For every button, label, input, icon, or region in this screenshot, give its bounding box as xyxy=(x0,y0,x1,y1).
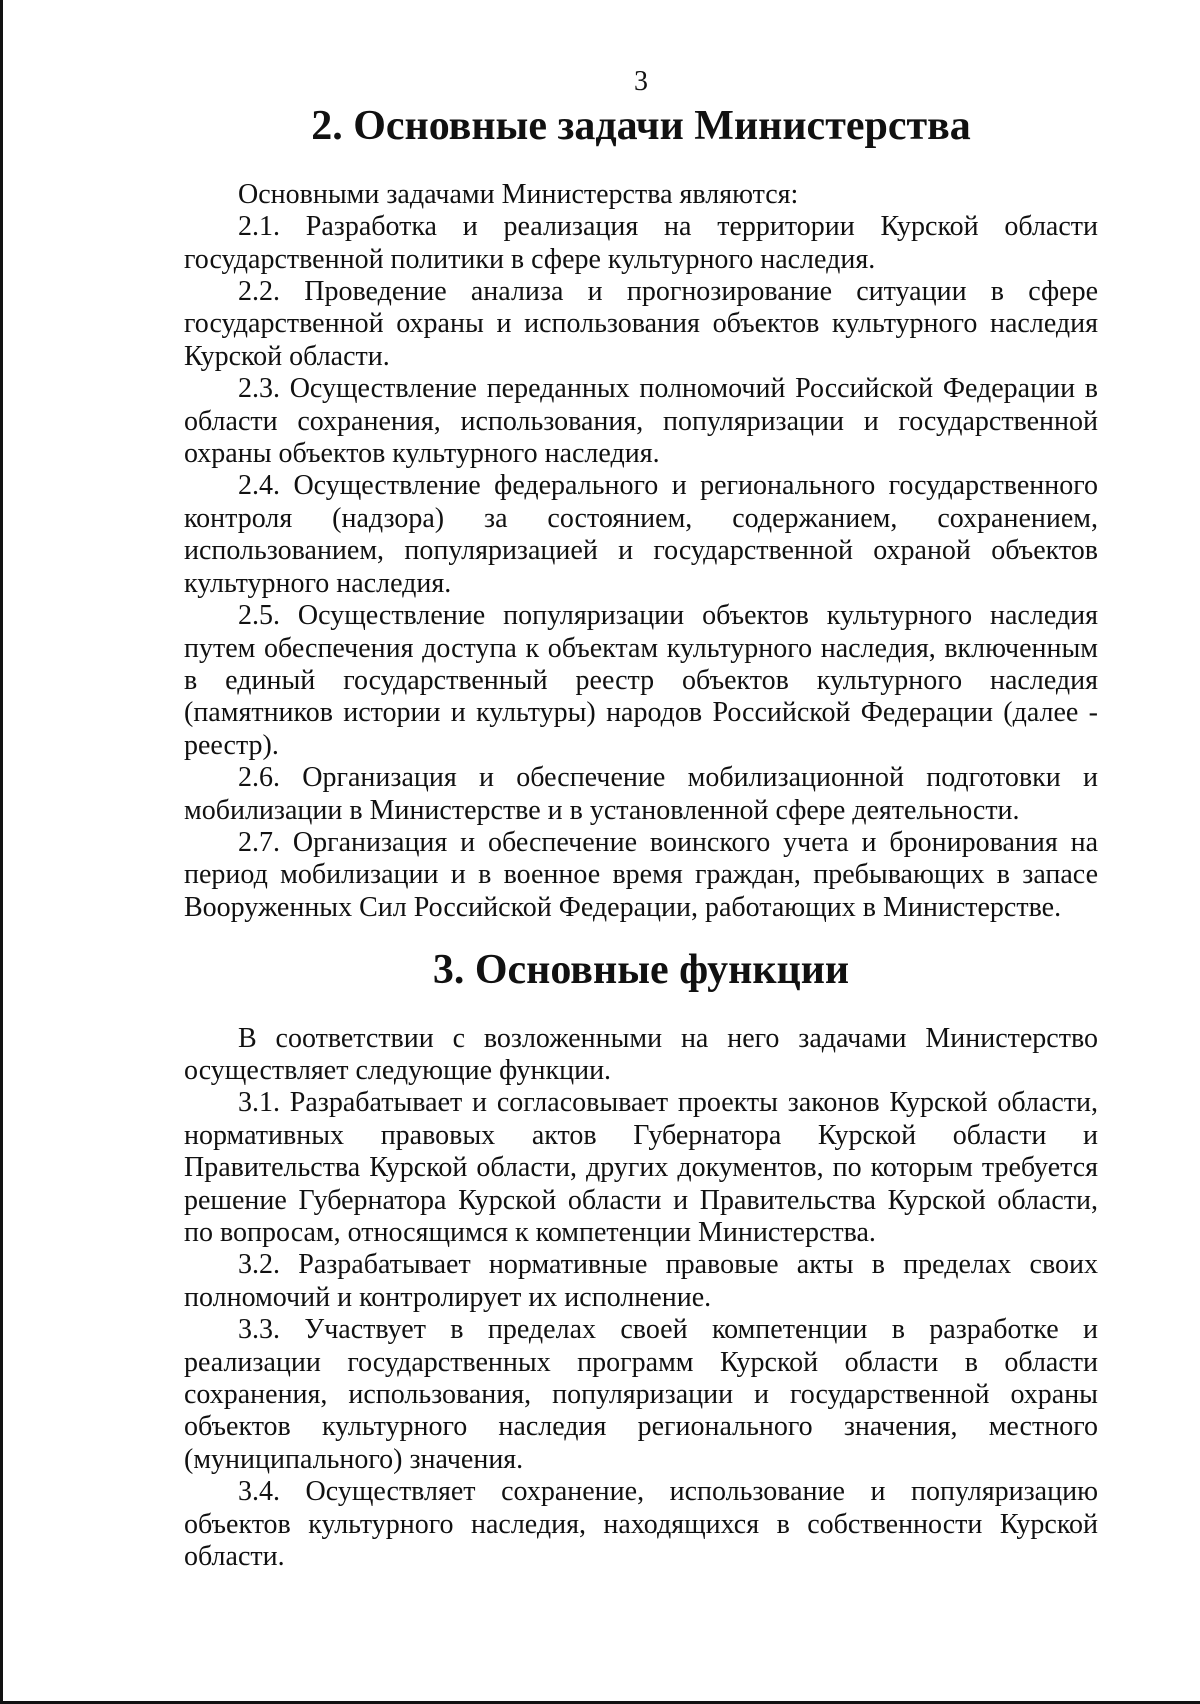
paragraph-2-7: 2.7. Организация и обеспечение воинского учета и бронирования на период мобилизации и в военное время граждан, пребывающих в запасе Вооруженных Сил Российской Федерации, работающих в Министерстве. xyxy=(184,826,1098,923)
section-3-intro: В соответствии с возложенными на него задачами Министерство осуществляет следующие функции. xyxy=(184,1022,1098,1086)
page-number: 3 xyxy=(634,66,648,97)
paragraph-2-4: 2.4. Осуществление федерального и регионального государственного контроля (надзора) за состоянием, содержанием, сохранением, использованием, популяризацией и государственной охраной объектов культурного наследия. xyxy=(184,470,1098,599)
paragraph-2-6: 2.6. Организация и обеспечение мобилизационной подготовки и мобилизации в Министерстве и в установленной сфере деятельности. xyxy=(184,762,1098,826)
section-2-intro: Основными задачами Министерства являются: xyxy=(238,178,799,210)
paragraph-3-3: 3.3. Участвует в пределах своей компетенции в разработке и реализации государственных программ Курской области в области сохранения, использования, популяризации и государственной охраны объектов культурного наследия регионального значения, местного (муниципального) значения. xyxy=(184,1314,1098,1475)
section-2-title: 2. Основные задачи Министерства xyxy=(311,103,971,150)
paragraph-3-4: 3.4. Осуществляет сохранение, использование и популяризацию объектов культурного наследия, находящихся в собственности Курской области. xyxy=(184,1476,1098,1573)
section-3-title: 3. Основные функции xyxy=(432,947,850,994)
paragraph-2-2: 2.2. Проведение анализа и прогнозирование ситуации в сфере государственной охраны и использования объектов культурного наследия Курской области. xyxy=(184,276,1098,372)
page-content xyxy=(184,66,1098,1573)
paragraph-3-1: 3.1. Разрабатывает и согласовывает проекты законов Курской области, нормативных правовых актов Губернатора Курской области и Правительства Курской области, других документов, по которым требуется решение Губернатора Курской области и Правительства Курской области, по вопросам, относящимся к компетенции Министерства. xyxy=(184,1087,1098,1248)
paragraph-2-1: 2.1. Разработка и реализация на территории Курской области государственной политики в сфере культурного наследия. xyxy=(184,211,1098,275)
paragraph-2-5: 2.5. Осуществление популяризации объектов культурного наследия путем обеспечения доступа к объектам культурного наследия, включенным в единый государственный реестр объектов культурного наследия (памятников истории и культуры) народов Российской Федерации (далее - реестр). xyxy=(184,600,1098,761)
paragraph-2-3: 2.3. Осуществление переданных полномочий Российской Федерации в области сохранения, использования, популяризации и государственной охраны объектов культурного наследия. xyxy=(184,373,1098,470)
paragraph-3-2: 3.2. Разрабатывает нормативные правовые акты в пределах своих полномочий и контролирует их исполнение. xyxy=(184,1249,1098,1313)
